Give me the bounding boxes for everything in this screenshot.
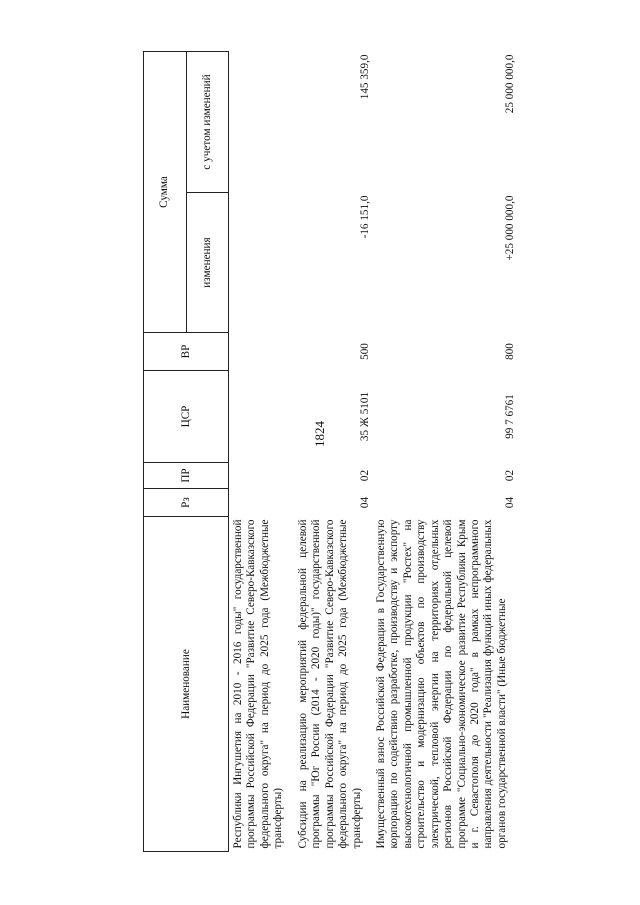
- row-csr: [229, 371, 294, 463]
- row-with-changes: [229, 52, 294, 193]
- row-with-changes: 145 359,0: [358, 54, 371, 100]
- row-pr: [229, 463, 294, 489]
- row-vr: 500: [358, 343, 371, 360]
- row-change: +25 000 000,0: [503, 195, 516, 261]
- row-csr: 99 7 6761: [503, 394, 516, 439]
- header-with-changes: с учетом изменений: [186, 52, 229, 193]
- row-change: [229, 193, 294, 333]
- header-csr: ЦСР: [144, 371, 229, 463]
- row-change: -16 151,0: [358, 195, 371, 239]
- header-pr: ПР: [144, 463, 229, 489]
- header-sum: Сумма: [144, 52, 187, 333]
- budget-table: [143, 51, 517, 852]
- table-row: [372, 52, 517, 852]
- page-number: 1824: [312, 421, 327, 447]
- table-row: [229, 52, 294, 852]
- row-rz: 04: [503, 496, 516, 509]
- row-vr: [229, 333, 294, 371]
- row-name: Имущественный взнос Российской Федерации в Государственную корпорацию по содействию разработке, производству и экспорту высокотехнологичной промышленной продукции "Ростех" на строительство и модернизацию объектов по производству электрической, тепловой энергии на территориях отдельных регионов Российской Федерации по федеральной целевой программе "Социально-экономическое развитие Республики Крым и г. Севастополя до 2020 года" в рамках непрограммного направления деятельности "Реализация функций иных федеральных органов государственной власти" (Иные бюджетные: [374, 519, 508, 849]
- row-vr: 800: [503, 343, 516, 360]
- row-name: Субсидии на реализацию мероприятий федеральной целевой программы "Юг России (2014 - 2020 годы)" государственной программы Российской Федерации "Развитие Северо-Кавказского федерального округа" на период до 2025 года (Межбюджетные трансферты): [296, 519, 363, 849]
- row-rz: 04: [358, 496, 371, 509]
- table-row: [294, 52, 372, 852]
- row-name: Республики Ингушетия на 2010 - 2016 годы" государственной программы Российской Федерации "Развитие Северо-Кавказского федерального округа" на период до 2025 года (Межбюджетные трансферты): [232, 519, 285, 849]
- header-row-top: [144, 52, 187, 852]
- header-vr: ВР: [144, 333, 229, 371]
- row-rz: [229, 489, 294, 517]
- rotated-table-sheet: [143, 52, 583, 852]
- row-pr: 02: [503, 469, 516, 482]
- header-rz: Рз: [144, 489, 229, 517]
- row-with-changes: 25 000 000,0: [503, 54, 516, 114]
- row-pr: 02: [358, 469, 371, 482]
- row-csr: 35 Ж 5101: [358, 391, 371, 442]
- header-name: Наименование: [144, 517, 229, 852]
- header-change: изменения: [186, 193, 229, 333]
